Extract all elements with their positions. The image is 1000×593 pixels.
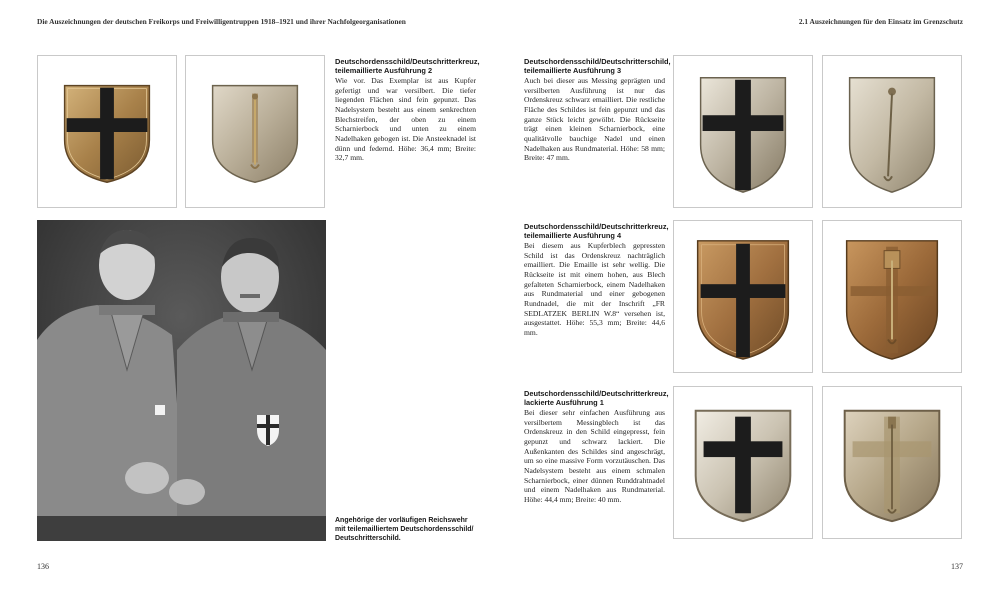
page-number-right: 137	[951, 562, 963, 571]
entry-2-description	[335, 57, 480, 163]
entry-text: Auch bei dieser aus Messing geprägten und versilberten Ausführung ist nur das Ordenskreuz schwarz emailliert. Die restliche Fläche des Schildes ist fein gepunzt und das ganze Stück leicht gewölbt. Die Rückseite trägt einen kleinen Scharnierbock, eine qualitätvolle bauchige Nadel und einen Nadelhaken aus Rundmaterial. Höhe: 58 mm; Breite: 47 mm.	[524, 75, 665, 163]
running-header-left: Die Auszeichnungen der deutschen Freikorps und Freiwilligentruppen 1918–1921 und ihrer Nachfolgeorganisationen	[37, 17, 406, 26]
shield-cross-badge-image	[674, 56, 812, 207]
shield-cross-badge-image	[674, 387, 812, 538]
badge-front-image	[37, 55, 177, 208]
shield-badge-reverse-pin-image	[823, 387, 961, 538]
two-soldiers-photograph	[37, 220, 326, 541]
entry-subtitle: teilemaillierte Ausführung 4	[524, 231, 622, 241]
entry-text: Bei diesem aus Kupferblech gepressten Schild ist das Ordenskreuz nachträglich emailliert. Die Emaille ist sehr wellig. Die Rückseite ist mit einem hohen, aus Blech gefalteten Scharnierbock, einem Nadelhaken aus Rundmaterial und einer gebogenen Rundnadel, die mit der Inschrift „FR SEDLATZEK BERLIN W.8“ versehen ist, ausgestattet. Höhe: 55,3 mm; Breite: 44,6 mm.	[524, 240, 665, 338]
entry-3-description	[524, 57, 671, 163]
shield-badge-reverse-pin-image	[823, 221, 961, 372]
badge-front-image	[673, 386, 813, 539]
badge-back-image	[822, 220, 962, 373]
entry-text: Bei dieser sehr einfachen Ausführung aus versilbertem Messingblech ist das Ordenskreuz in den Schild eingepresst, fein gepunzt und schwarz lackiert. Die Außenkanten des Schildes sind angeschrägt, um so eine massive Form vorzutäuschen. Das Nadelsystem besteht aus einem schmalen Scharnierbock, einer dünnen Runddrahtnadel und einem Nadelhaken aus Rundmaterial. Höhe: 44,4 mm; Breite: 40 mm.	[524, 407, 665, 505]
shield-badge-reverse-pin-image	[186, 56, 324, 207]
caption-line: Angehörige der vorläufigen Reichswehr	[335, 517, 468, 524]
entry-subtitle: teilemaillierte Ausführung 2	[335, 66, 433, 76]
entry-title: Deutschordensschild/Deutschritterschild,	[524, 57, 671, 66]
photo-caption	[335, 516, 476, 543]
shield-cross-badge-image	[38, 56, 176, 207]
page-number-left: 136	[37, 562, 49, 571]
entry-subtitle: teilemaillierte Ausführung 3	[524, 66, 622, 76]
entry-title: Deutschordensschild/Deutschritterkreuz,	[524, 222, 669, 231]
entry-title: Deutschordensschild/Deutschritterkreuz,	[335, 57, 480, 66]
badge-back-image	[822, 386, 962, 539]
entry-title: Deutschordensschild/Deutschritterkreuz,	[524, 389, 669, 398]
shield-cross-badge-image	[674, 221, 812, 372]
entry-4-description	[524, 222, 669, 338]
running-header-right: 2.1 Auszeichnungen für den Einsatz im Grenzschutz	[798, 17, 963, 26]
caption-line: Deutschritterschild.	[335, 535, 401, 542]
badge-back-image	[822, 55, 962, 208]
entry-subtitle: lackierte Ausführung 1	[524, 398, 604, 408]
caption-line: mit teilemailliertem Deutschordensschild/	[335, 526, 474, 533]
entry-text: Wie vor. Das Exemplar ist aus Kupfer gefertigt und war versilbert. Die tiefer liegenden Flächen sind fein gepunzt. Das Nadelsystem besteht aus einem senkrechten Blechstreifen, der oben zu einem Scharnierbock und unten zu einem Nadelhaken gebogen ist. Die Ansteeknadel ist dünn und federnd. Höhe: 36,4 mm; Breite: 32,7 mm.	[335, 75, 476, 163]
badge-back-image	[185, 55, 325, 208]
historical-photograph	[37, 220, 326, 541]
badge-front-image	[673, 220, 813, 373]
entry-5-description	[524, 389, 669, 505]
shield-badge-reverse-pin-image	[823, 56, 961, 207]
badge-front-image	[673, 55, 813, 208]
